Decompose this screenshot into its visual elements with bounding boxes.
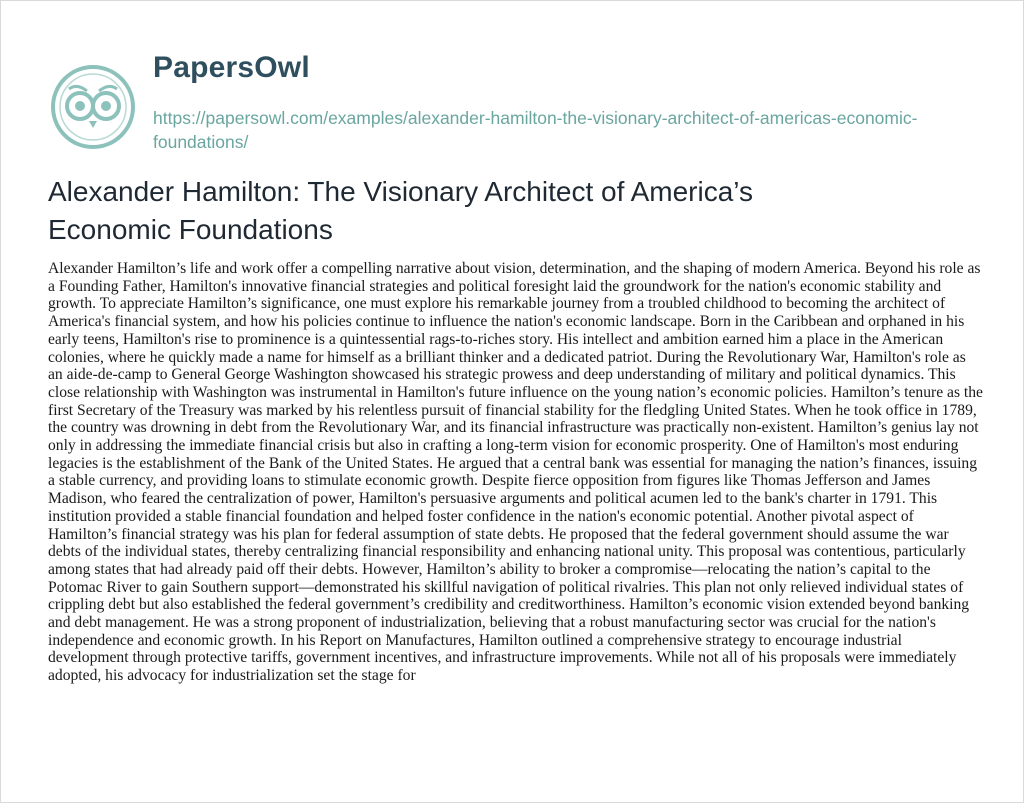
brand-name: PapersOwl [153, 51, 310, 84]
source-url[interactable]: https://papersowl.com/examples/alexander-hamilton-the-visionary-architect-of-americas-economic-foundations/ [153, 108, 918, 152]
site-header [41, 37, 991, 157]
owl-logo-icon [47, 61, 139, 153]
article-title: Alexander Hamilton: The Visionary Architect of America’s Economic Foundations [48, 176, 754, 245]
article-body: Alexander Hamilton’s life and work offer a compelling narrative about vision, determination, and the shaping of modern America. Beyond his role as a Founding Father, Hamilton's innovative financial strategies and political foresight laid the groundwork for the nation's economic stability and growth. To appreciate Hamilton’s significance, one must explore his remarkable journey from a troubled childhood to becoming the architect of America's financial system, and how his policies continue to influence the nation's economic landscape. Born in the Caribbean and orphaned in his early teens, Hamilton's rise to prominence is a quintessential rags-to-riches story. His intellect and ambition earned him a place in the American colonies, where he quickly made a name for himself as a brilliant thinker and a dedicated patriot. During the Revolutionary War, Hamilton's role as an aide-de-camp to General George Washington showcased his strategic prowess and deep understanding of military and political dynamics. This close relationship with Washington was instrumental in Hamilton's future influence on the young nation’s economic policies. Hamilton’s tenure as the first Secretary of the Treasury was marked by his relentless pursuit of financial stability for the fledgling United States. When he took office in 1789, the country was drowning in debt from the Revolutionary War, and its financial infrastructure was practically non-existent. Hamilton’s genius lay not only in addressing the immediate financial crisis but also in crafting a long-term vision for economic prosperity. One of Hamilton's most enduring legacies is the establishment of the Bank of the United States. He argued that a central bank was essential for managing the nation’s finances, issuing a stable currency, and providing loans to stimulate economic growth. Despite fierce opposition from figures like Thomas Jefferson and James Madison, who feared the centralization of power, Hamilton's persuasive arguments and political acumen led to the bank's charter in 1791. This institution provided a stable financial foundation and helped foster confidence in the nation's economic potential. Another pivotal aspect of Hamilton’s financial strategy was his plan for federal assumption of state debts. He proposed that the federal government should assume the war debts of the individual states, thereby centralizing financial responsibility and enhancing national unity. This proposal was contentious, particularly among states that had already paid off their debts. However, Hamilton’s ability to broker a compromise—relocating the nation’s capital to the Potomac River to gain Southern support—demonstrated his skillful navigation of political rivalries. This plan not only relieved individual states of crippling debt but also established the federal government’s credibility and creditworthiness. Hamilton’s economic vision extended beyond banking and debt management. He was a strong proponent of industrialization, believing that a robust manufacturing sector was crucial for the nation's independence and economic growth. In his Report on Manufactures, Hamilton outlined a comprehensive strategy to encourage industrial development through protective tariffs, government incentives, and infrastructure improvements. While not all of his proposals were immediately adopted, his advocacy for industrialization set the stage for [48, 260, 983, 685]
